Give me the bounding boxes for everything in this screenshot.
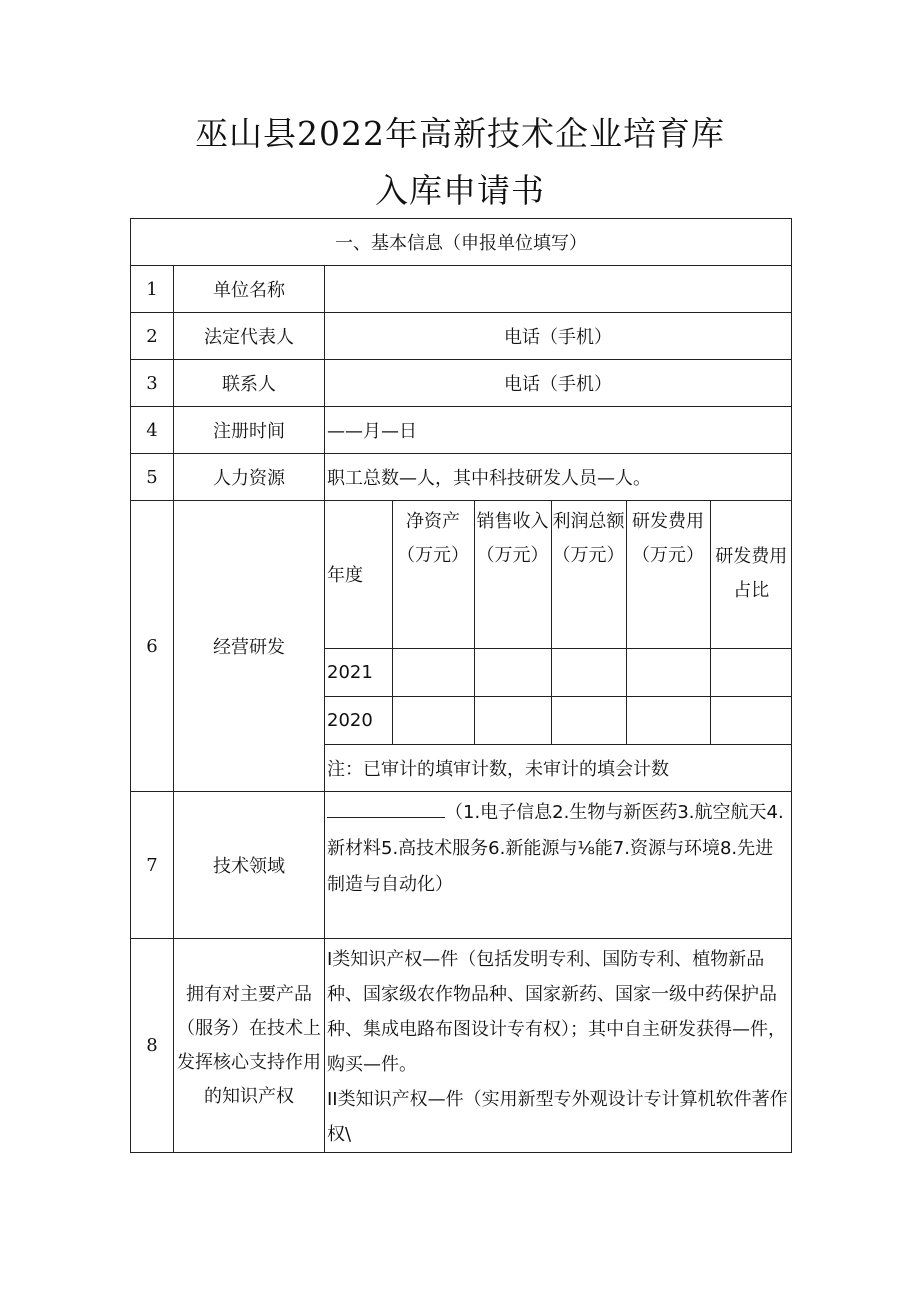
contact-phone-field[interactable] <box>325 360 792 407</box>
ip-class-one: I类知识产权—件（包括发明专利、国防专利、植物新品种、国家级农作物品种、国家新药、国家一级中药保护品种、集成电路布图设计专有权）；其中自主研发获得—件，购买—件。 <box>327 949 786 1075</box>
ip-label: 拥有对主要产品（服务）在技术上发挥核心支持作用的知识产权 <box>174 939 325 1153</box>
data-cell[interactable] <box>392 648 474 696</box>
company-name-label: 单位名称 <box>174 266 325 313</box>
audit-note: 注：已审计的填审计数，未审计的填会计数 <box>325 744 792 791</box>
row-number: 5 <box>131 454 174 501</box>
tech-field-options: （1.电子信息2.生物与新医药3.航空航天4.新材料5.高技术服务6.新能源与⅛能7.资源与环境8.先进制造与自动化） <box>327 802 784 895</box>
data-cell[interactable] <box>551 648 626 696</box>
data-cell[interactable] <box>626 696 710 744</box>
operations-rd-table <box>325 501 792 791</box>
col-header-net-assets: 净资产（万元） <box>392 501 474 648</box>
data-cell[interactable] <box>474 648 551 696</box>
section-header: 一、基本信息（申报单位填写） <box>131 219 792 266</box>
row-number: 8 <box>131 939 174 1153</box>
phone-label: 电话（手机） <box>504 327 612 348</box>
human-resources-label: 人力资源 <box>174 454 325 501</box>
ip-field[interactable] <box>325 939 792 1153</box>
tech-field-blank[interactable] <box>327 799 445 818</box>
data-cell[interactable] <box>392 696 474 744</box>
col-header-profit: 利润总额（万元） <box>551 501 626 648</box>
data-cell[interactable] <box>626 648 710 696</box>
legal-rep-label: 法定代表人 <box>174 313 325 360</box>
row-number: 7 <box>131 792 174 939</box>
phone-label: 电话（手机） <box>504 374 612 395</box>
legal-rep-phone-field[interactable] <box>325 313 792 360</box>
company-name-field[interactable] <box>325 266 792 313</box>
col-header-rd-ratio: 研发费用占比 <box>710 501 792 648</box>
application-form-table <box>130 218 792 1153</box>
col-header-year: 年度 <box>325 501 392 648</box>
row-number: 3 <box>131 360 174 407</box>
row-number: 1 <box>131 266 174 313</box>
contact-label: 联系人 <box>174 360 325 407</box>
year-cell: 2020 <box>325 696 392 744</box>
operations-rd-label: 经营研发 <box>174 501 325 792</box>
row-number: 4 <box>131 407 174 454</box>
document-subtitle: 入库申请书 <box>375 171 545 210</box>
registration-date-label: 注册时间 <box>174 407 325 454</box>
tech-field-label: 技术领域 <box>174 792 325 939</box>
year-cell: 2021 <box>325 648 392 696</box>
data-cell[interactable] <box>474 696 551 744</box>
tech-field-cell[interactable] <box>325 792 792 939</box>
col-header-rd-cost: 研发费用（万元） <box>626 501 710 648</box>
registration-date-field[interactable]: ——月—日 <box>325 407 792 454</box>
row-number: 6 <box>131 501 174 792</box>
human-resources-field[interactable]: 职工总数—人，其中科技研发人员—人。 <box>325 454 792 501</box>
ip-class-two: II类知识产权—件（实用新型专外观设计专计算机软件著作权\ <box>327 1089 788 1145</box>
data-cell[interactable] <box>551 696 626 744</box>
row-number: 2 <box>131 313 174 360</box>
data-cell[interactable] <box>710 648 792 696</box>
data-cell[interactable] <box>710 696 792 744</box>
document-title: 巫山县2022年高新技术企业培育库 <box>195 114 725 153</box>
col-header-sales: 销售收入（万元） <box>474 501 551 648</box>
